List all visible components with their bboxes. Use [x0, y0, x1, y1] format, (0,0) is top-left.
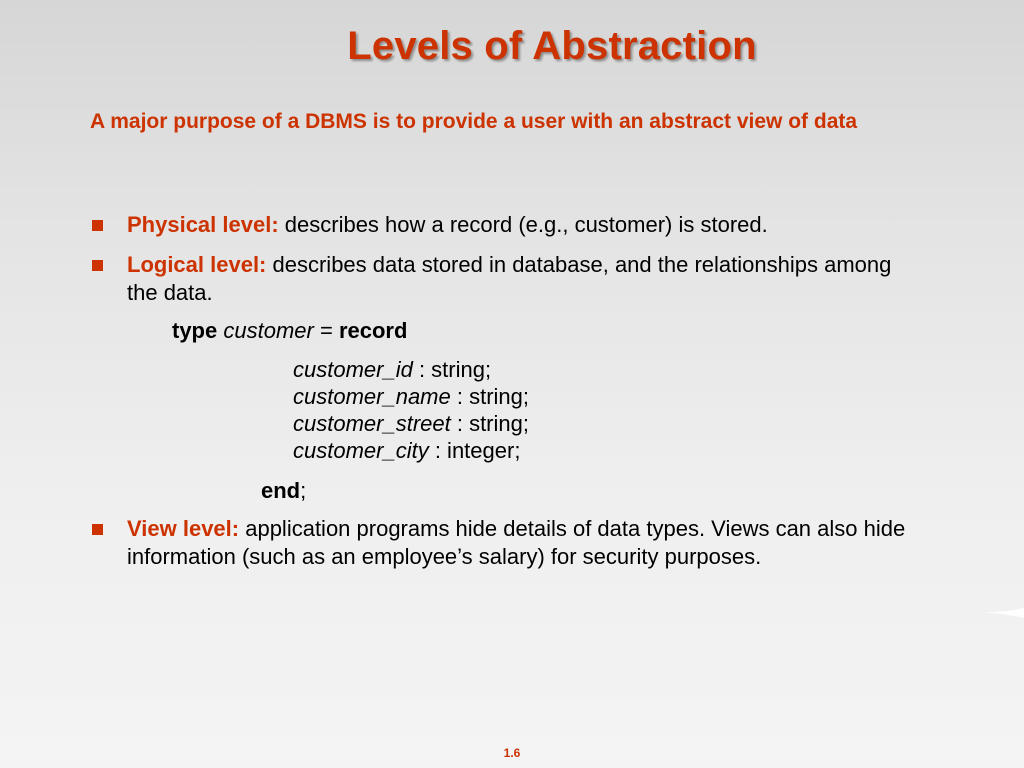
intro-text: A major purpose of a DBMS is to provide a user with an abstract view of data: [90, 110, 858, 133]
code-field-line: [293, 410, 529, 438]
bullet-lead: View level:: [127, 516, 240, 541]
slide-title: Levels of Abstraction: [347, 24, 757, 68]
code-type-keyword: type: [172, 318, 218, 343]
code-end-line: [261, 477, 306, 505]
bullet-marker: [92, 524, 103, 535]
code-field-type: : string;: [412, 357, 492, 382]
bullet-body: describes data stored in database, and the relationships among the data.: [127, 252, 892, 305]
bullet-text: [127, 211, 927, 239]
code-field-name: customer_street: [293, 411, 451, 436]
bullet-lead: Physical level:: [127, 212, 279, 237]
code-equals: =: [313, 318, 339, 343]
code-field-line: [293, 356, 491, 384]
code-record-keyword: record: [338, 318, 408, 343]
code-type-line: [172, 317, 407, 345]
bullet-marker: [92, 220, 103, 231]
code-type-name: customer: [223, 318, 314, 343]
decorative-swoosh: [984, 600, 1024, 630]
bullet-lead: Logical level:: [127, 252, 267, 277]
page-number: 1.6: [503, 746, 521, 760]
code-field-name: customer_name: [293, 384, 451, 409]
code-field-type: : integer;: [428, 438, 521, 463]
bullet-text: [127, 515, 927, 571]
bullet-marker: [92, 260, 103, 271]
bullet-body: application programs hide details of data types. Views can also hide information (such as an employee’s salary) for security purposes.: [127, 516, 906, 569]
code-end-punct: ;: [300, 478, 307, 503]
code-field-type: : string;: [450, 384, 529, 409]
code-field-name: customer_id: [293, 357, 413, 382]
bullet-body: describes how a record (e.g., customer) is stored.: [278, 212, 768, 237]
code-field-line: [293, 437, 520, 465]
bullet-text: [127, 251, 927, 307]
code-field-line: [293, 383, 529, 411]
code-field-name: customer_city: [293, 438, 429, 463]
code-end-keyword: end: [261, 478, 301, 503]
code-field-type: : string;: [450, 411, 529, 436]
